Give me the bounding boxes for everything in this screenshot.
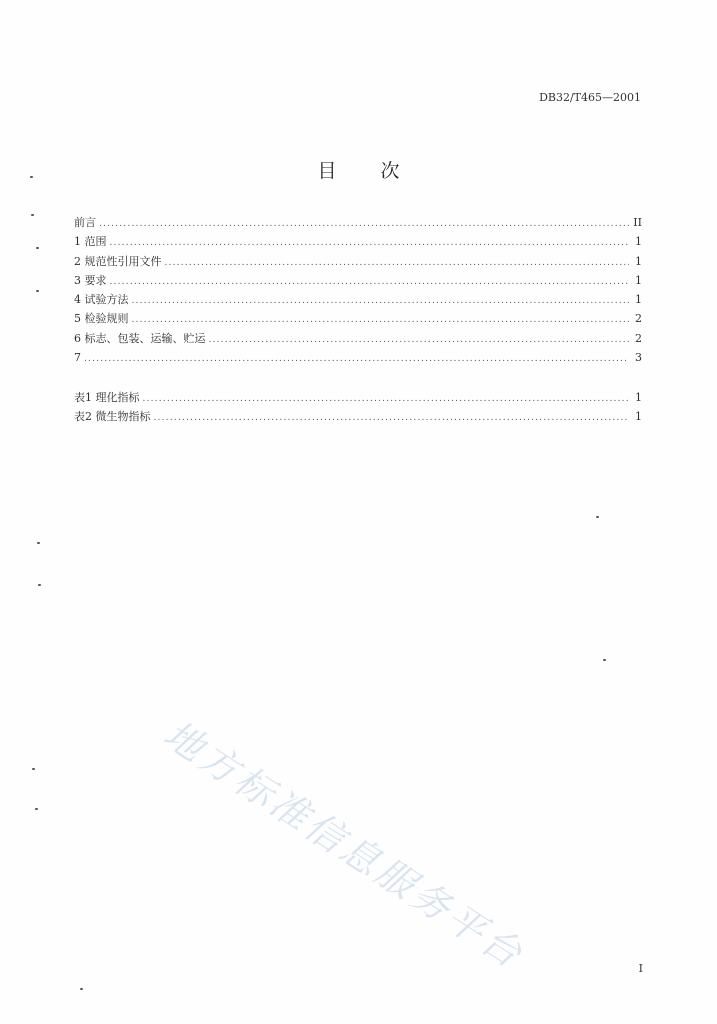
toc-entry-page: 3 bbox=[635, 351, 642, 365]
scan-speck bbox=[31, 214, 34, 216]
scan-speck bbox=[38, 584, 41, 586]
table-entry-page: 1 bbox=[635, 410, 642, 424]
toc-entry-page: 1 bbox=[635, 254, 642, 268]
scan-speck bbox=[80, 988, 83, 990]
toc-entry-page: 1 bbox=[635, 273, 642, 287]
toc-list bbox=[74, 213, 642, 367]
toc-entry[interactable] bbox=[74, 290, 642, 309]
toc-entry[interactable] bbox=[74, 271, 642, 290]
scan-speck bbox=[35, 808, 38, 810]
dot-leader bbox=[165, 254, 630, 273]
toc-entry[interactable] bbox=[74, 309, 642, 328]
dot-leader bbox=[99, 215, 629, 234]
dot-leader bbox=[110, 234, 630, 253]
toc-entry[interactable] bbox=[74, 213, 642, 232]
dot-leader bbox=[84, 350, 629, 369]
scan-speck bbox=[36, 247, 39, 249]
scan-speck bbox=[30, 176, 33, 178]
scan-speck bbox=[603, 659, 606, 661]
table-entry-page: 1 bbox=[635, 391, 642, 404]
toc-title-char-2: 次 bbox=[380, 160, 400, 182]
scan-speck bbox=[596, 516, 599, 518]
table-entry[interactable] bbox=[74, 388, 642, 407]
toc-entry-page: 2 bbox=[635, 312, 642, 326]
toc-entry-page: 2 bbox=[635, 331, 642, 345]
table-entry-label: 表1 理化指标 bbox=[74, 391, 140, 404]
standard-code: DB32/T465—2001 bbox=[539, 91, 641, 104]
toc-entry[interactable] bbox=[74, 232, 642, 251]
dot-leader bbox=[110, 273, 630, 292]
toc-entry[interactable] bbox=[74, 252, 642, 271]
scan-speck bbox=[32, 768, 35, 770]
toc-entry-label: 7 bbox=[74, 351, 81, 365]
toc-entry-label: 1 范围 bbox=[74, 235, 107, 249]
table-entry[interactable] bbox=[74, 407, 642, 426]
dot-leader bbox=[154, 409, 630, 428]
toc-title bbox=[0, 156, 717, 183]
watermark: 地方标准信息服务平台 bbox=[156, 711, 533, 978]
scan-speck bbox=[37, 542, 40, 544]
table-entry-label: 表2 微生物指标 bbox=[74, 410, 151, 424]
scan-speck bbox=[36, 290, 39, 292]
toc-entry-label: 6 标志、包装、运输、贮运 bbox=[74, 331, 206, 345]
toc-entry-label: 3 要求 bbox=[74, 273, 107, 287]
table-list bbox=[74, 388, 642, 427]
dot-leader bbox=[143, 390, 630, 409]
toc-entry-label: 前言 bbox=[74, 216, 96, 229]
toc-entry[interactable] bbox=[74, 348, 642, 367]
toc-entry-label: 2 规范性引用文件 bbox=[74, 254, 162, 268]
dot-leader bbox=[132, 311, 630, 330]
toc-entry-label: 4 试验方法 bbox=[74, 293, 129, 307]
dot-leader bbox=[132, 292, 630, 311]
toc-title-char-1: 目 bbox=[317, 160, 337, 182]
dot-leader bbox=[209, 331, 630, 350]
page-number: I bbox=[638, 962, 643, 975]
toc-entry-label: 5 检验规则 bbox=[74, 312, 129, 326]
toc-entry-page: 1 bbox=[635, 235, 642, 249]
toc-entry-page: II bbox=[633, 216, 642, 229]
toc-entry-page: 1 bbox=[635, 293, 642, 307]
toc-entry[interactable] bbox=[74, 329, 642, 348]
